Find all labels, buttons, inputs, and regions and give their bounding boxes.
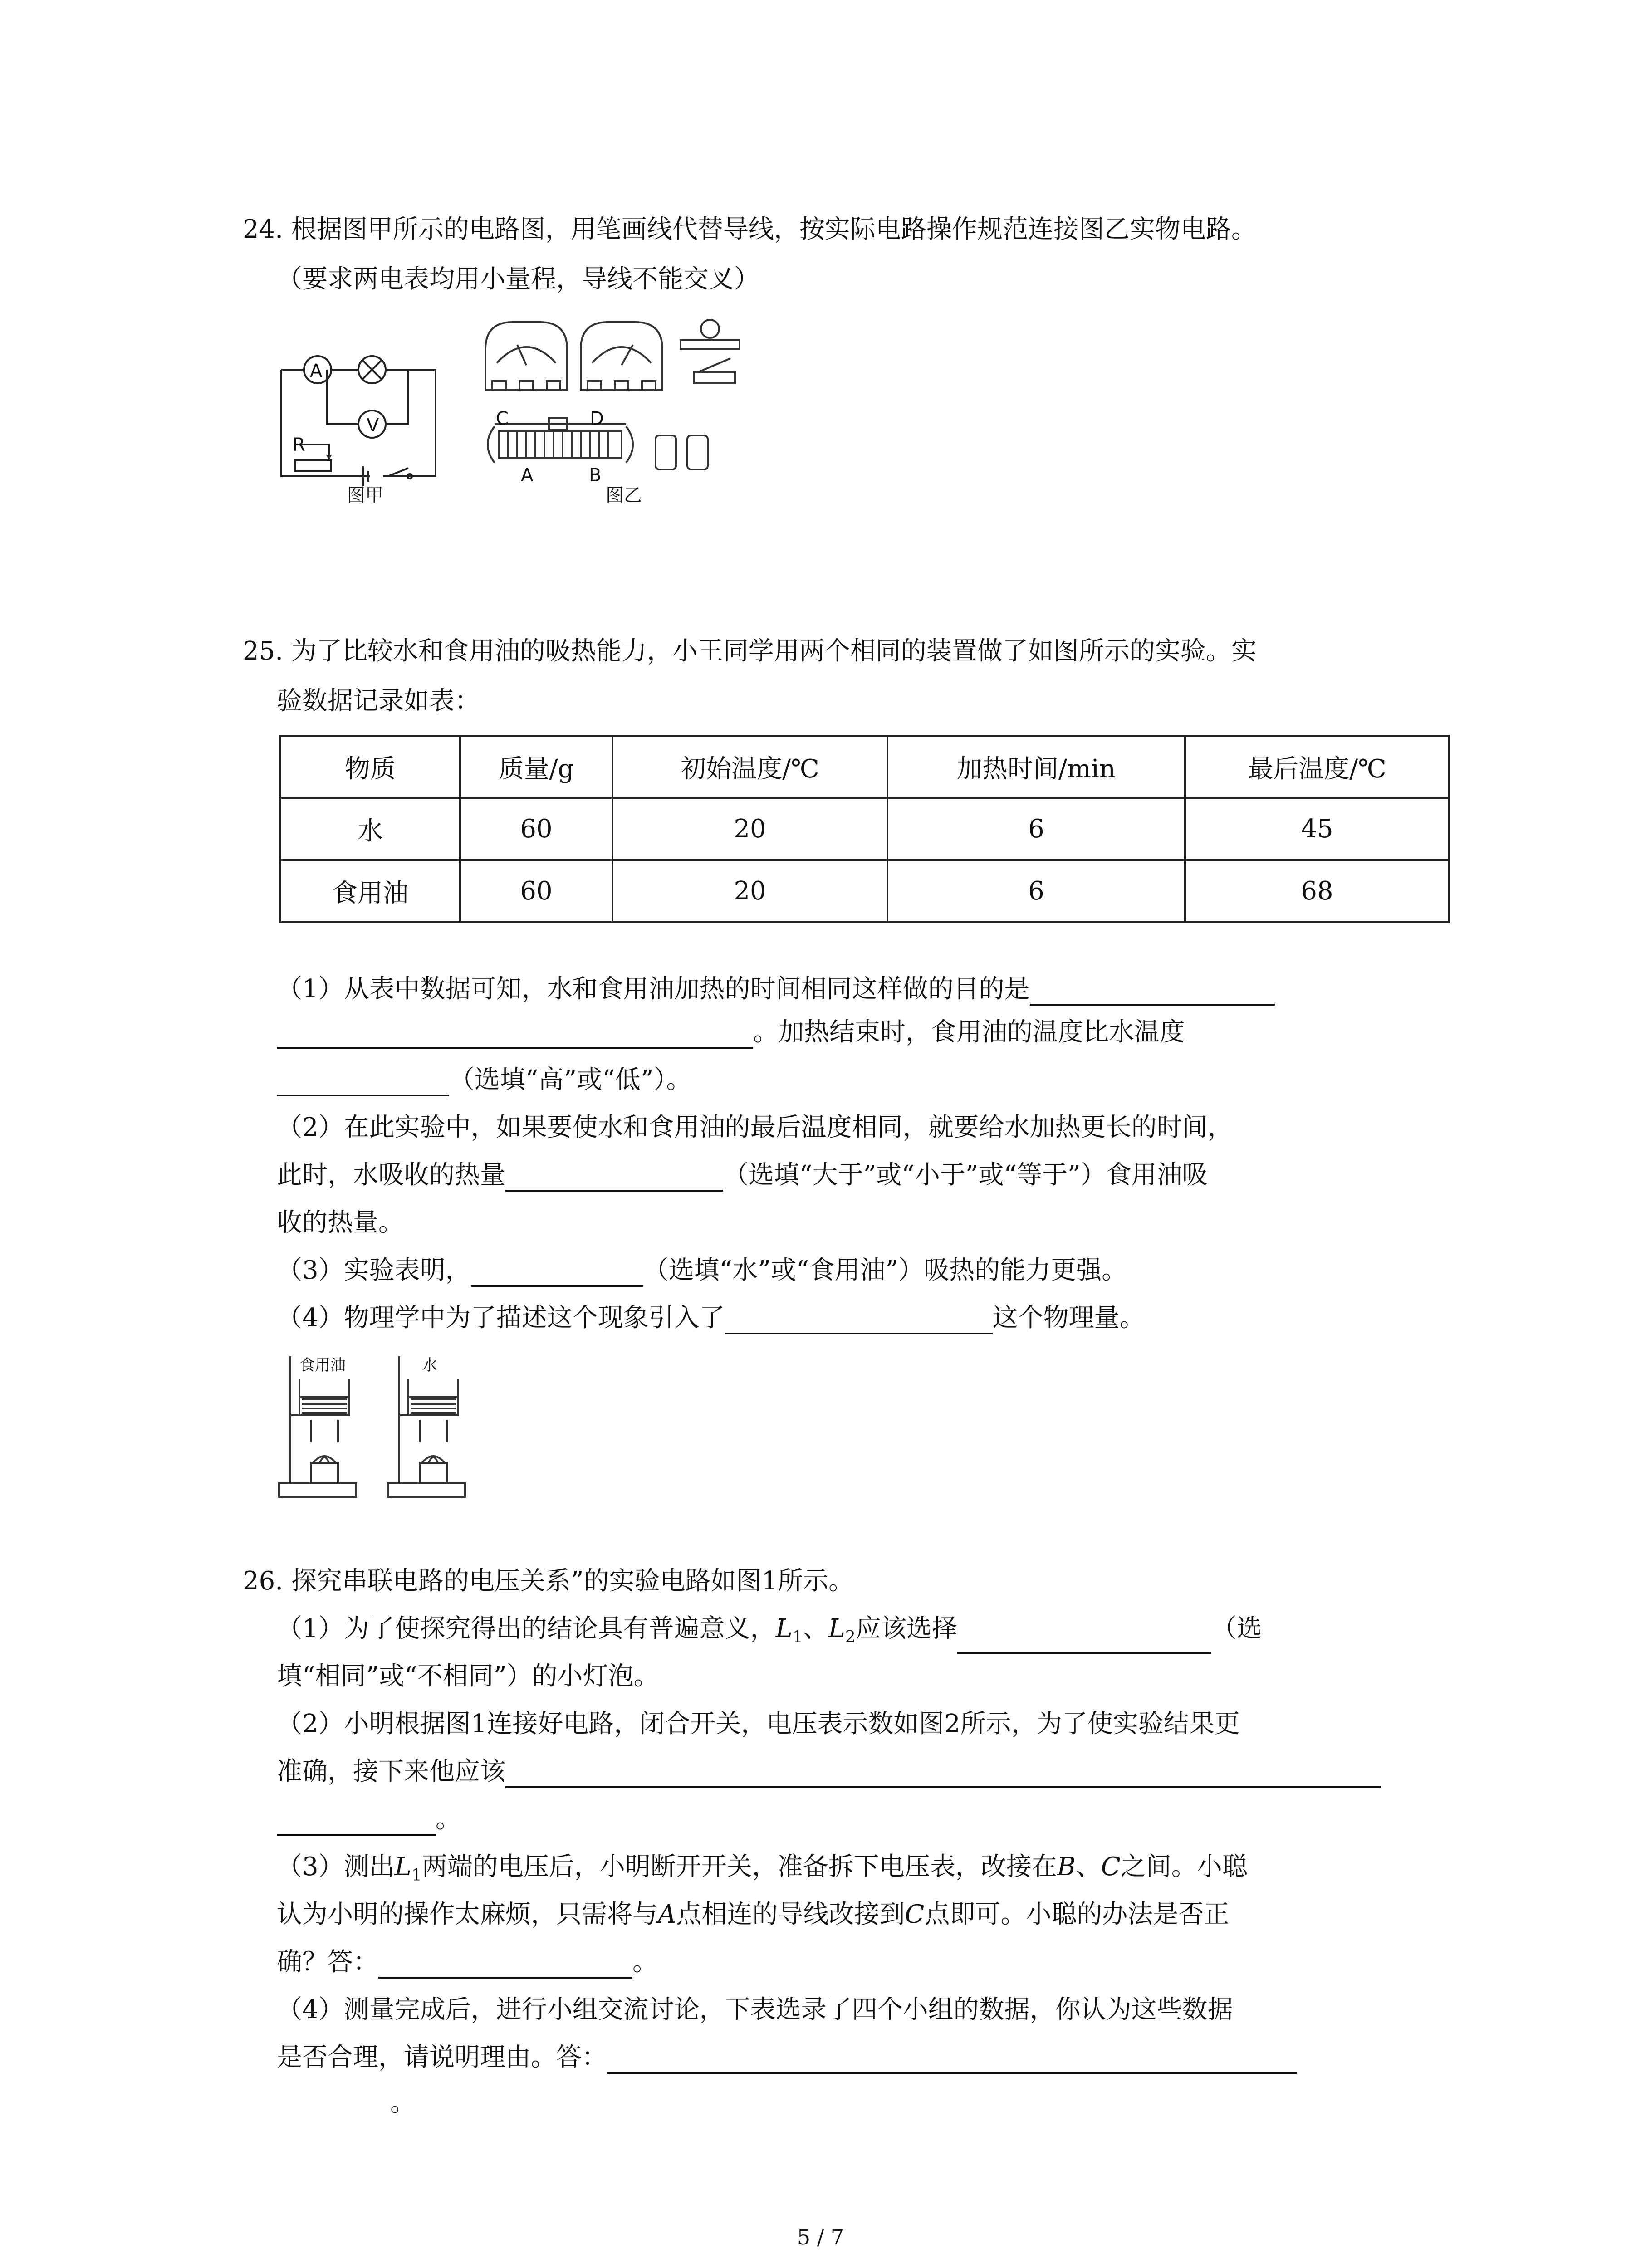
q26-p2-line1: （2）小明根据图1连接好电路，闭合开关，电压表示数如图2所示，为了使实验结果更 xyxy=(277,1709,1240,1739)
q25-p4-text-b: 这个物理量。 xyxy=(992,1303,1145,1333)
terminal-A-label: A xyxy=(521,465,534,486)
subscript-2: 2 xyxy=(845,1628,856,1647)
q26-text-line1: 26. 探究串联电路的电压关系”的实验电路如图1所示。 xyxy=(243,1566,854,1596)
q25-p1-line1 xyxy=(277,973,1275,1006)
table-header-cell: 物质 xyxy=(280,736,460,798)
table-cell: 6 xyxy=(887,798,1185,860)
q25-p1-text-b: 。加热结束时，食用油的温度比水温度 xyxy=(753,1017,1185,1047)
q26-p2-line3 xyxy=(277,1803,461,1836)
q26-p2-text-b: 准确，接下来他应该 xyxy=(277,1757,505,1786)
q25-p1-line3 xyxy=(277,1064,692,1096)
table-header-row xyxy=(280,736,1449,798)
table-cell: 6 xyxy=(887,860,1185,922)
fig-jia-caption: 图甲 xyxy=(347,485,383,506)
separator: 、 xyxy=(1075,1852,1101,1882)
q26-p3-line3 xyxy=(277,1946,658,1979)
variable-L: L xyxy=(775,1614,793,1643)
answer-blank[interactable] xyxy=(957,1625,1211,1654)
table-cell: 水 xyxy=(280,798,460,860)
q26-p1-line2: 填“相同”或“不相同”）的小灯泡。 xyxy=(277,1662,659,1691)
variable-L: L xyxy=(828,1614,845,1643)
answer-blank[interactable] xyxy=(607,2045,1297,2074)
q25-p1-line2 xyxy=(277,1016,1185,1049)
q26-p3-text-c1: 确？答： xyxy=(277,1947,378,1977)
terminal-B-label: B xyxy=(589,465,602,486)
q25-p1-text-c: （选填“高”或“低”）。 xyxy=(449,1065,692,1095)
q25-data-table xyxy=(279,735,1450,923)
q25-text-line2: 验数据记录如表： xyxy=(277,686,480,716)
answer-blank[interactable] xyxy=(277,1020,753,1049)
point-C: C xyxy=(905,1900,925,1929)
beaker-label-oil: 食用油 xyxy=(299,1356,346,1374)
q25-p1-text-a: （1）从表中数据可知，水和食用油加热的时间相同这样做的目的是 xyxy=(277,974,1030,1004)
q24-text-line1: 24. 根据图甲所示的电路图，用笔画线代替导线，按实际电路操作规范连接图乙实物电路。 xyxy=(243,215,1257,244)
q25-p2-text-b1: 此时，水吸收的热量 xyxy=(277,1160,505,1190)
q26-p1-text-b: 应该选择 xyxy=(855,1614,957,1643)
table-cell: 食用油 xyxy=(280,860,460,922)
point-C: C xyxy=(1101,1852,1121,1882)
q26-p3-text-a3: 之间。小聪 xyxy=(1120,1852,1248,1882)
q26-p3-text-b1: 认为小明的操作太麻烦，只需将与 xyxy=(277,1900,658,1929)
table-cell: 20 xyxy=(612,860,887,922)
table-row xyxy=(280,798,1449,860)
q25-p2-line2 xyxy=(277,1159,1208,1192)
q25-p2-text-b2: （选填“大于”或“小于”或“等于”）食用油吸 xyxy=(723,1160,1208,1190)
q25-p3-text-a: （3）实验表明， xyxy=(277,1256,471,1285)
table-cell: 60 xyxy=(460,798,612,860)
q26-p1-line1 xyxy=(277,1613,1262,1654)
answer-blank[interactable] xyxy=(277,1807,436,1836)
variable-L: L xyxy=(394,1852,411,1882)
table-cell: 20 xyxy=(612,798,887,860)
q26-p3-text-a1: （3）测出 xyxy=(277,1852,395,1882)
q26-p1-text-a: （1）为了使探究得出的结论具有普遍意义， xyxy=(277,1614,776,1643)
separator: 、 xyxy=(803,1614,828,1643)
q25-p2-line3: 收的热量。 xyxy=(277,1208,404,1237)
page-number: 5 / 7 xyxy=(797,2225,844,2249)
terminal-C-label: C xyxy=(496,408,509,429)
q26-p4-line3: 。 xyxy=(390,2088,416,2117)
q25-p4-line xyxy=(277,1302,1145,1334)
q26-p4-line1: （4）测量完成后，进行小组交流讨论，下表选录了四个小组的数据，你认为这些数据 xyxy=(277,1995,1233,2024)
q25-p2-line1: （2）在此实验中，如果要使水和食用油的最后温度相同，就要给水加热更长的时间， xyxy=(277,1113,1233,1142)
q26-p2-text-c: 。 xyxy=(436,1804,461,1834)
answer-blank[interactable] xyxy=(471,1258,643,1287)
subscript-1: 1 xyxy=(411,1866,422,1885)
table-header-cell: 最后温度/℃ xyxy=(1185,736,1449,798)
q26-p1-text-c: （选 xyxy=(1211,1614,1262,1643)
table-row xyxy=(280,860,1449,922)
q26-p3-line2 xyxy=(277,1898,1229,1931)
voltmeter-symbol-label: V xyxy=(367,415,379,436)
q25-p3-text-b: （选填“水”或“食用油”）吸热的能力更强。 xyxy=(643,1256,1127,1285)
table-header-cell: 加热时间/min xyxy=(887,736,1185,798)
physical-components-yi xyxy=(476,313,758,490)
answer-blank[interactable] xyxy=(505,1163,723,1192)
q26-p2-line2 xyxy=(277,1755,1381,1788)
q26-p3-text-a2: 两端的电压后，小明断开开关，准备拆下电压表，改接在 xyxy=(421,1852,1057,1882)
answer-blank[interactable] xyxy=(277,1067,449,1096)
terminal-D-label: D xyxy=(590,408,604,429)
rheostat-symbol-label: R xyxy=(293,435,305,455)
point-B: B xyxy=(1057,1852,1076,1882)
table-cell: 60 xyxy=(460,860,612,922)
point-A: A xyxy=(658,1900,676,1929)
answer-blank[interactable] xyxy=(1030,977,1275,1006)
table-header-cell: 质量/g xyxy=(460,736,612,798)
q26-p3-line1 xyxy=(277,1851,1248,1892)
table-cell: 68 xyxy=(1185,860,1449,922)
ammeter-symbol-label: A xyxy=(310,361,323,381)
q25-p4-text-a: （4）物理学中为了描述这个现象引入了 xyxy=(277,1303,725,1333)
q24-text-line2: （要求两电表均用小量程，导线不能交叉） xyxy=(277,264,759,294)
q26-p3-text-b3: 点即可。小聪的办法是否正 xyxy=(924,1900,1230,1929)
q26-p3-text-c2: 。 xyxy=(632,1947,658,1977)
q26-p4-line2 xyxy=(277,2041,1297,2074)
beaker-label-water: 水 xyxy=(422,1356,437,1374)
subscript-1: 1 xyxy=(792,1628,803,1647)
circuit-diagram-jia xyxy=(272,340,454,503)
fig-yi-caption: 图乙 xyxy=(606,485,642,506)
q25-p3-line xyxy=(277,1254,1127,1287)
table-header-cell: 初始温度/℃ xyxy=(612,736,887,798)
answer-blank[interactable] xyxy=(505,1759,1381,1788)
q26-p3-text-b2: 点相连的导线改接到 xyxy=(676,1900,905,1929)
q25-text-line1: 25. 为了比较水和食用油的吸热能力，小王同学用两个相同的装置做了如图所示的实验。实 xyxy=(243,636,1257,666)
answer-blank[interactable] xyxy=(378,1950,632,1979)
table-cell: 45 xyxy=(1185,798,1449,860)
q26-p4-text-b: 是否合理，请说明理由。答： xyxy=(277,2043,607,2072)
answer-blank[interactable] xyxy=(725,1305,993,1334)
